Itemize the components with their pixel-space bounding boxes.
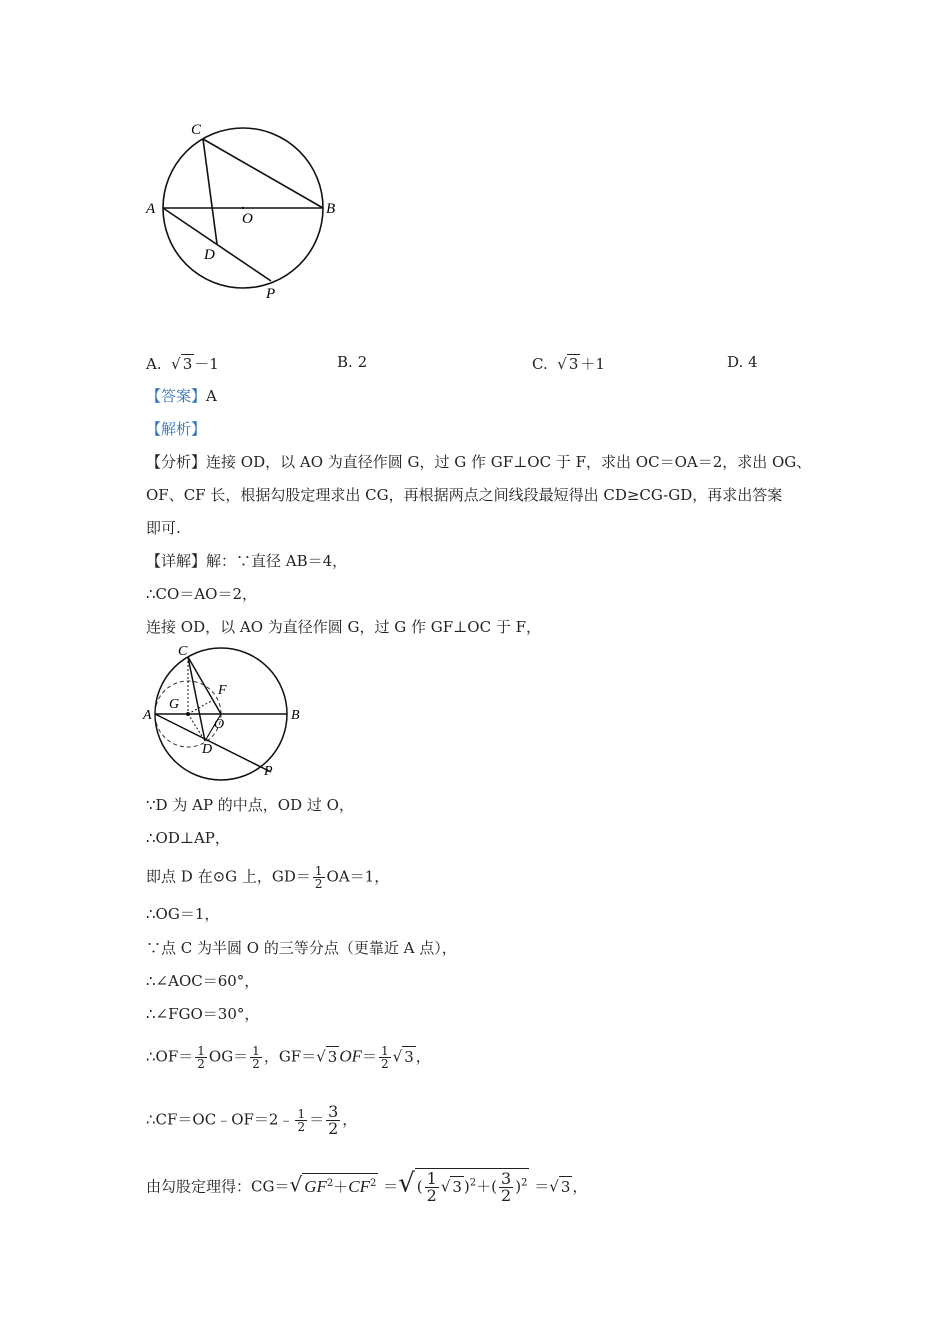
analysis-tag: 【解析】 bbox=[146, 420, 207, 438]
label-a2: A bbox=[143, 708, 152, 723]
step-13: 由勾股定理得：CG＝√ $GF^2+CF^2$ ＝√ ( $\frac{1}{2}$ √ 3 )$^2$＋( $\frac{3}{2}$ )$^2$ ＝√ 3 ， bbox=[146, 1168, 588, 1205]
step-7: ∴OG＝1， bbox=[146, 905, 220, 923]
label-f: F bbox=[218, 683, 227, 698]
step-11: ∴OF＝ $\frac{1}{2}$ OG＝ $\frac{1}{2}$ ，GF＝√ 3 OF＝ $\frac{1}{2}$ √ 3 ， bbox=[146, 1044, 431, 1071]
fenxi-line-3: 即可. bbox=[146, 519, 181, 537]
label-p: P bbox=[266, 286, 276, 302]
detail-line-1: 【详解】解：∵直径 AB＝4， bbox=[146, 552, 348, 570]
label-a: A bbox=[146, 201, 156, 217]
figure-circle-2 bbox=[140, 640, 320, 785]
label-o: O bbox=[242, 211, 253, 227]
option-d[interactable]: D. 4 bbox=[727, 353, 758, 371]
figure-circle-1 bbox=[140, 115, 350, 305]
detail-line-2: ∴CO＝AO＝2， bbox=[146, 585, 257, 603]
label-c2: C bbox=[178, 644, 188, 659]
label-b2: B bbox=[291, 708, 300, 723]
step-5: ∴OD⊥AP， bbox=[146, 829, 230, 847]
step-10: ∴∠FGO＝30°， bbox=[146, 1005, 260, 1023]
label-c: C bbox=[191, 122, 202, 138]
step-9: ∴∠AOC＝60°， bbox=[146, 972, 260, 990]
option-c[interactable]: C. √ 3 ＋1 bbox=[532, 355, 605, 373]
step-6: 即点 D 在⊙G 上，GD＝ $\frac{1}{2}$ OA＝1， bbox=[146, 864, 390, 891]
detail-line-3: 连接 OD，以 AO 为直径作圆 G，过 G 作 GF⊥OC 于 F， bbox=[146, 618, 542, 636]
frac-half: $\frac{1}{2}$ bbox=[314, 864, 323, 891]
label-p2: P bbox=[264, 764, 273, 779]
fenxi-line-1: 【分析】连接 OD，以 AO 为直径作圆 G，过 G 作 GF⊥OC 于 F，求出 OC＝OA＝2，求出 OG、 bbox=[146, 453, 812, 471]
step-12: ∴CF＝OC﹣OF＝2﹣ $\frac{1}{2}$ ＝ $\frac{3}{2}$ ， bbox=[146, 1102, 358, 1138]
step-8: ∵点 C 为半圆 O 的三等分点（更靠近 A 点）， bbox=[146, 939, 457, 957]
label-g: G bbox=[169, 697, 180, 712]
label-d2: D bbox=[202, 742, 213, 757]
label-d: D bbox=[204, 247, 215, 263]
step-4: ∵D 为 AP 的中点，OD 过 O， bbox=[146, 796, 354, 814]
label-b: B bbox=[326, 201, 336, 217]
option-a[interactable]: A. √ 3 －1 bbox=[146, 355, 219, 373]
label-o2: O bbox=[214, 717, 225, 732]
option-b[interactable]: B. 2 bbox=[337, 353, 368, 371]
fenxi-line-2: OF、CF 长，根据勾股定理求出 CG，再根据两点之间线段最短得出 CD≥CG-GD，再求出答案 bbox=[146, 486, 783, 504]
answer-line: 【答案】A bbox=[146, 387, 217, 405]
